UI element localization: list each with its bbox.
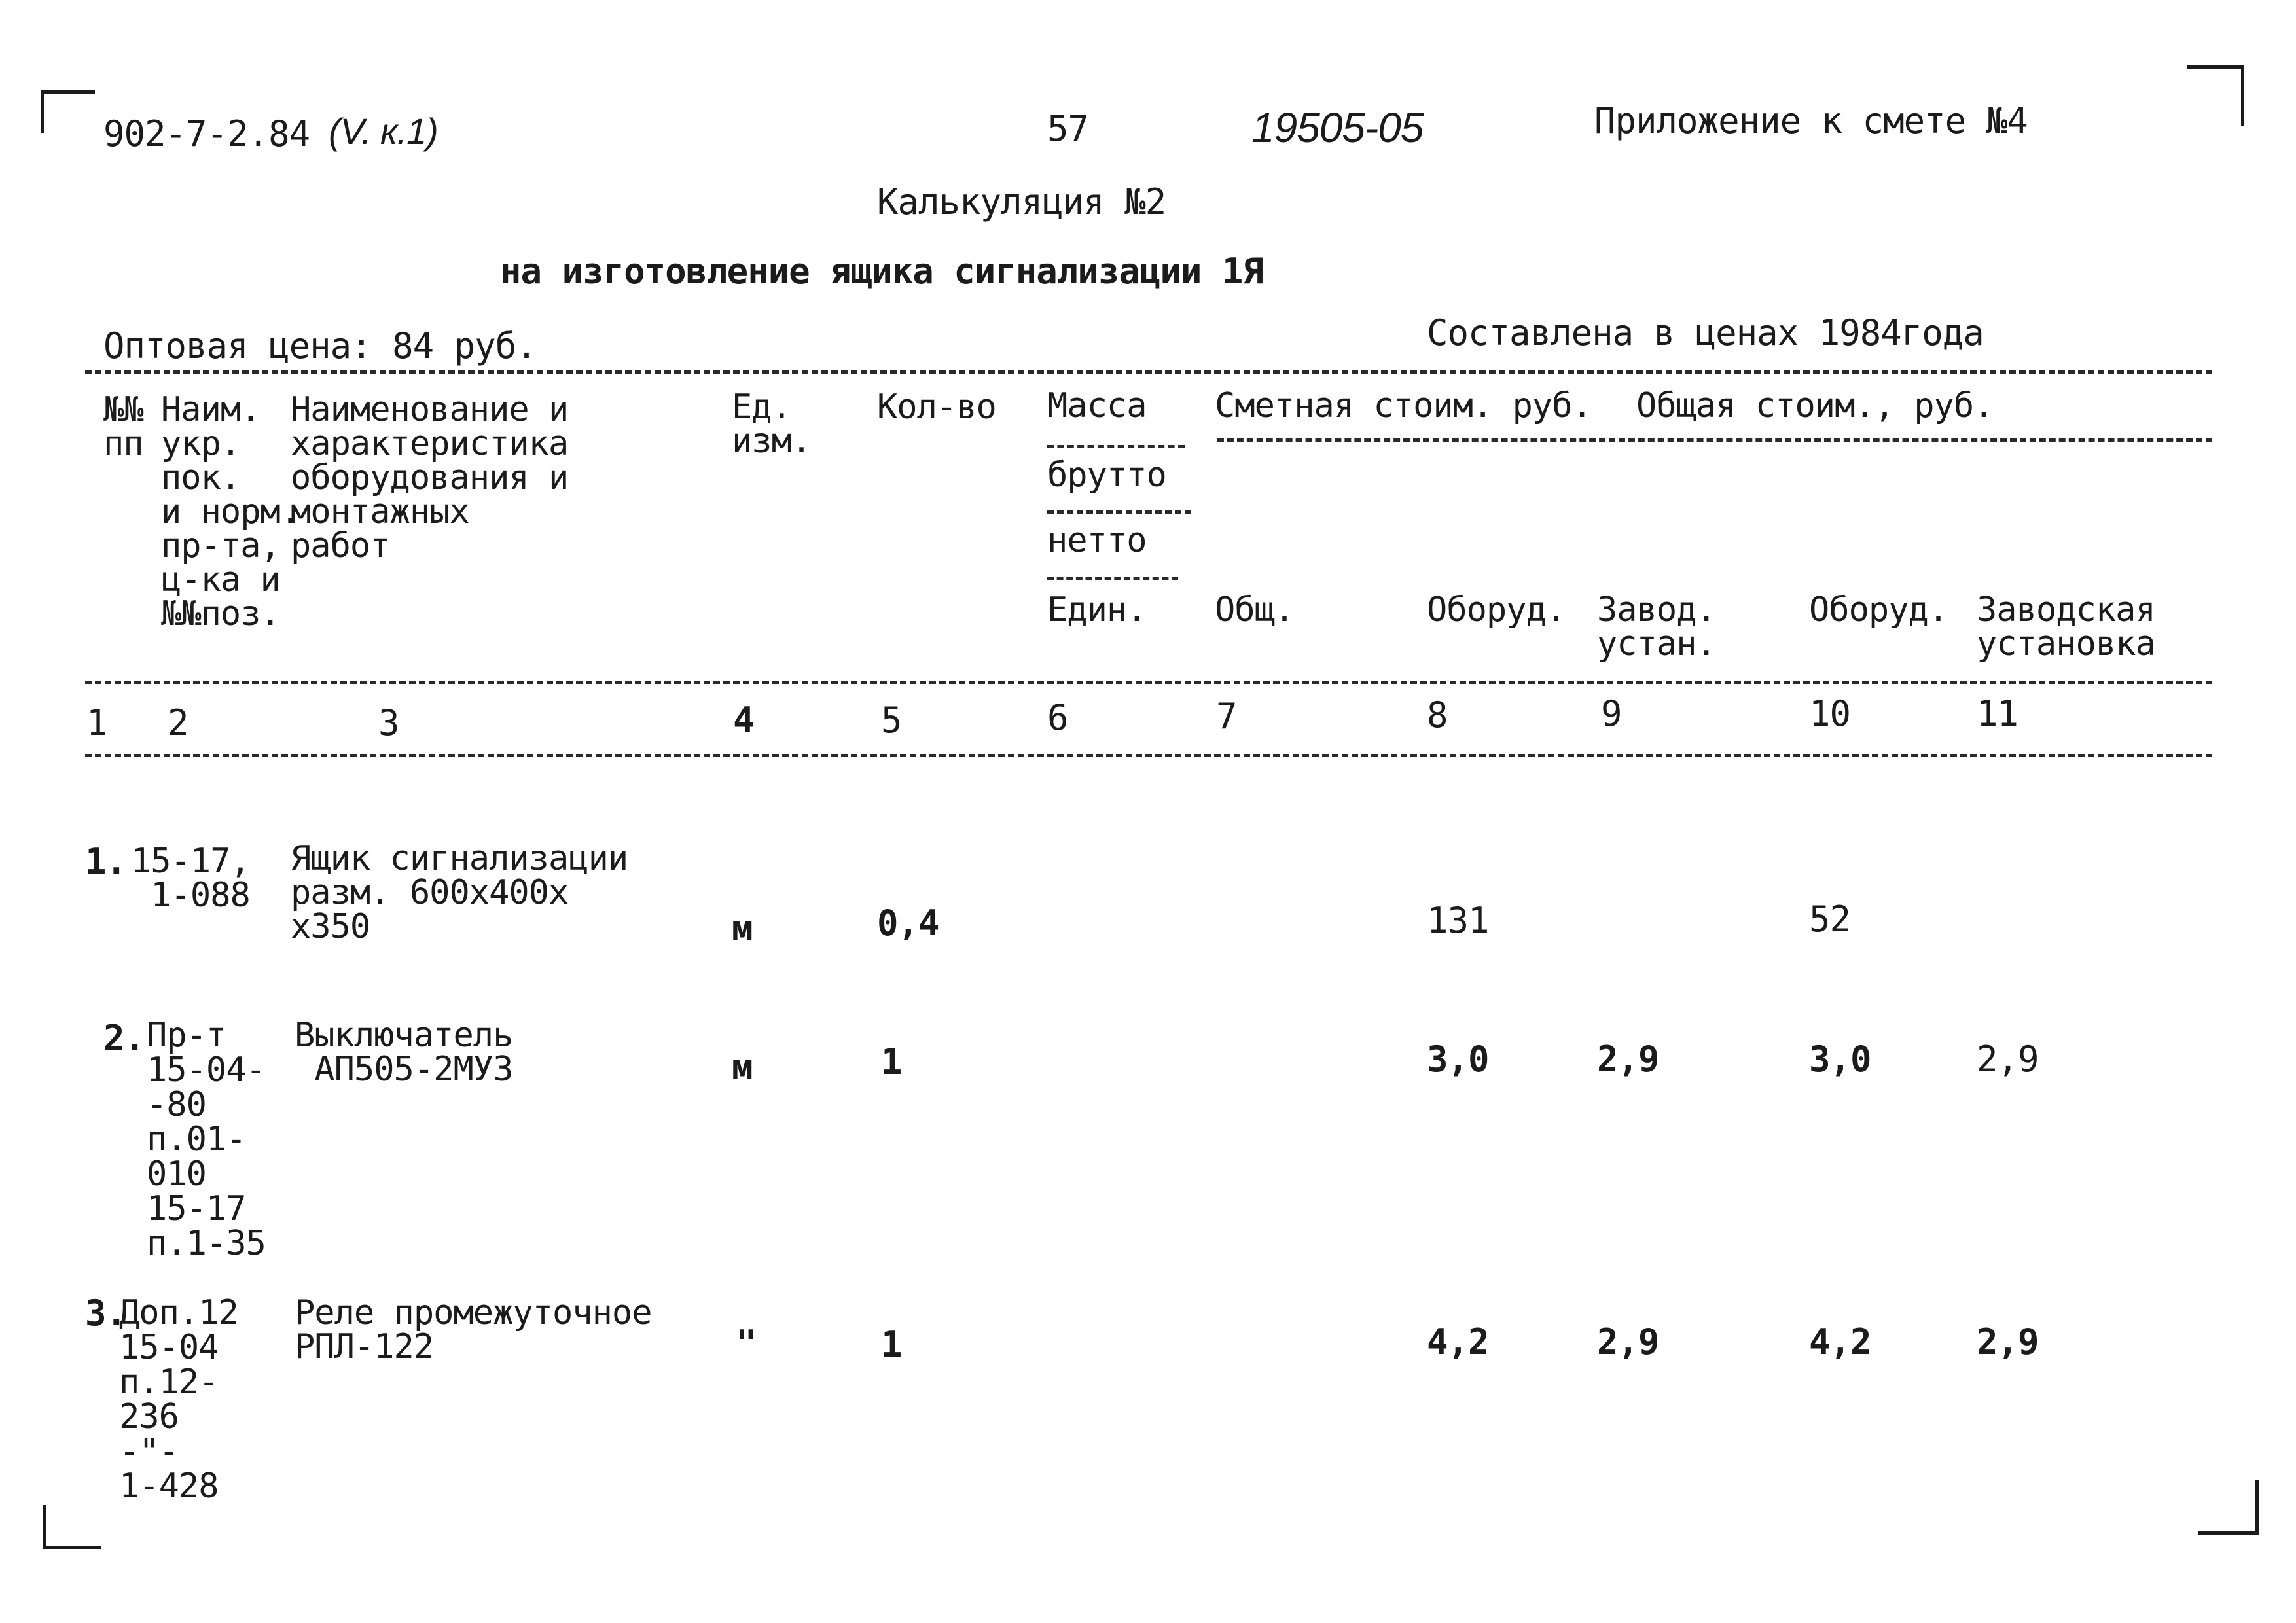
page-number: 57 (1047, 108, 1089, 149)
page-title: Калькуляция №2 (877, 181, 1166, 223)
col-number: 3 (378, 702, 399, 743)
row-unit: м (732, 1046, 753, 1088)
row-total-factory: 2,9 (1977, 1039, 2039, 1080)
col-number: 11 (1977, 693, 2018, 734)
mass-rule-net (1047, 510, 1191, 514)
row-number: 2. (103, 1018, 145, 1059)
col-number: 8 (1427, 694, 1448, 736)
row-reference: Доп.12 15-04 п.12- 236 -"- 1-428 (119, 1293, 238, 1506)
row-number: 3. (85, 1293, 127, 1334)
project-number: 19505-05 (1251, 104, 1424, 151)
row-equipment-cost: 4,2 (1427, 1321, 1489, 1363)
col-number: 5 (881, 700, 902, 741)
column-numbers-rule (85, 754, 2212, 757)
row-name: Реле промежуточное РПЛ-122 (295, 1293, 652, 1366)
row-factory-cost: 2,9 (1597, 1039, 1659, 1080)
compiled-prices: Составлена в ценах 1984года (1427, 312, 1984, 353)
col-header-mass-total: Общ. (1215, 590, 1295, 630)
col-header-factory-install: Завод. устан. (1597, 590, 1716, 664)
col-header-mass: Масса (1047, 386, 1147, 425)
row-reference: 15-17, 1-088 (131, 842, 250, 915)
row-unit: " (736, 1323, 757, 1364)
col-header-equipment: Оборуд. (1427, 590, 1566, 630)
col-header-name: Наименование и характеристика оборудования и монтажных работ (291, 390, 569, 565)
col-header-number: №№ пп (103, 390, 143, 463)
col-header-total-factory-install: Заводская установка (1977, 590, 2155, 664)
doc-volume: (V. к.1) (329, 111, 438, 152)
mass-rule-unit (1047, 577, 1178, 580)
page-subtitle: на изготовление ящика сигнализации 1Я (500, 251, 1263, 292)
corner-mark-top-right (2187, 65, 2244, 126)
corner-mark-bottom-left (43, 1505, 101, 1549)
col-header-unit: Ед. изм. (732, 387, 812, 461)
table-rule-top (85, 370, 2212, 374)
col-number: 4 (733, 700, 754, 741)
row-name: Выключатель АП505-2МУ3 (295, 1016, 513, 1089)
col-number: 1 (86, 702, 107, 743)
row-unit: м (732, 908, 753, 949)
corner-mark-top-left (41, 90, 95, 133)
row-reference: Пр-т 15-04- -80 п.01- 010 15-17 п.1-35 (147, 1016, 266, 1263)
col-header-mass-gross: брутто (1047, 455, 1166, 495)
row-equipment-cost: 3,0 (1427, 1039, 1489, 1080)
row-equipment-cost: 131 (1427, 900, 1489, 941)
col-header-total-equipment: Оборуд. (1809, 590, 1948, 630)
col-number: 2 (168, 702, 188, 743)
col-header-quantity: Кол-во (877, 387, 996, 427)
header-bottom-rule (85, 681, 2212, 684)
wholesale-price: Оптовая цена: 84 руб. (103, 325, 537, 366)
col-number: 10 (1809, 693, 1851, 734)
col-header-reference: Наим. укр. пок. и норм. пр-та, ц-ка и №№поз. (161, 390, 300, 633)
row-quantity: 1 (881, 1041, 902, 1082)
col-header-estimated-cost: Сметная стоим. руб. (1215, 386, 1592, 425)
row-total-equipment: 4,2 (1809, 1321, 1871, 1363)
col-number: 9 (1601, 693, 1622, 734)
col-header-total-cost: Общая стоим., руб. (1636, 386, 1994, 425)
doc-code: 902-7-2.84 (103, 113, 310, 154)
col-header-mass-net: нетто (1047, 521, 1147, 560)
row-total-equipment: 3,0 (1809, 1039, 1871, 1080)
row-total-factory: 2,9 (1977, 1321, 2039, 1363)
appendix-label: Приложение к смете №4 (1594, 100, 2028, 141)
row-factory-cost: 2,9 (1597, 1321, 1659, 1363)
col-header-mass-unit: Един. (1047, 590, 1147, 630)
row-quantity: 1 (881, 1324, 902, 1365)
cost-header-rule (1217, 438, 2212, 442)
corner-mark-bottom-right (2198, 1480, 2259, 1535)
col-number: 7 (1216, 696, 1237, 737)
row-total-equipment: 52 (1809, 899, 1851, 940)
col-number: 6 (1047, 697, 1068, 738)
row-quantity: 0,4 (877, 902, 939, 944)
mass-rule-gross (1047, 445, 1185, 448)
row-name: Ящик сигнализации разм. 600х400х х350 (291, 839, 628, 946)
row-number: 1. (85, 841, 127, 882)
